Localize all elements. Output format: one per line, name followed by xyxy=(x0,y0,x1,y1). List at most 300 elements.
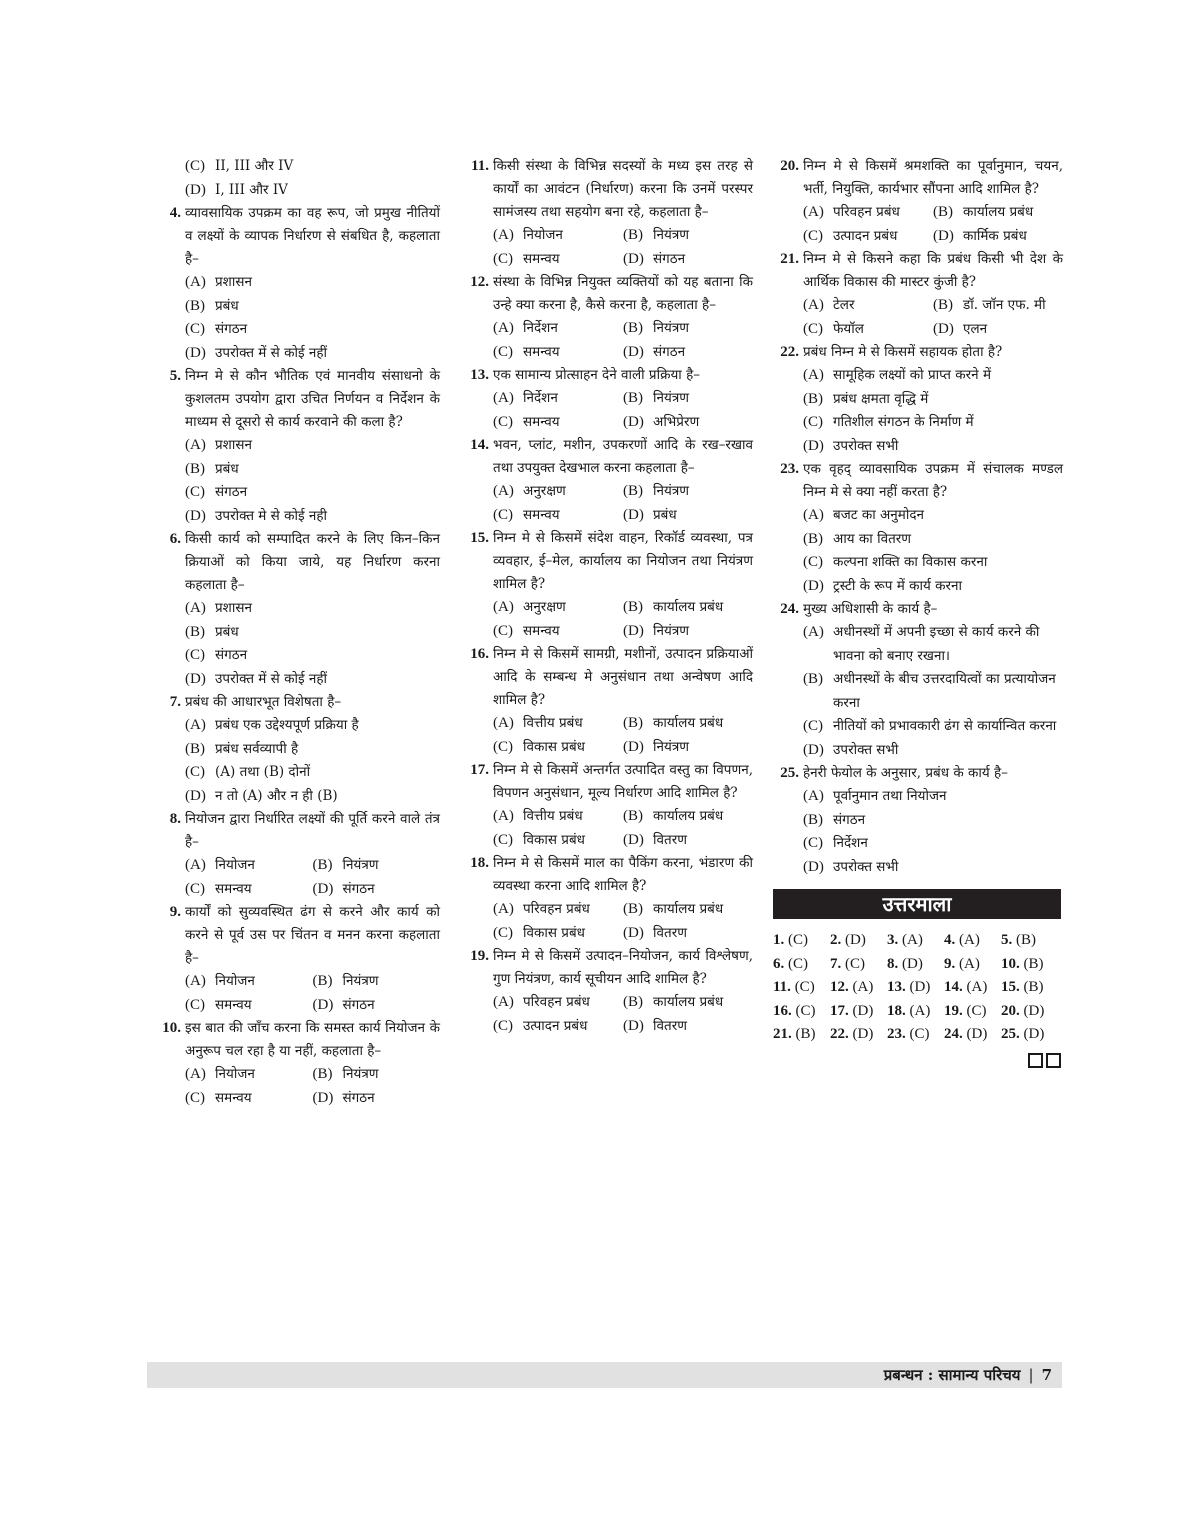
option-text: उपरोक्त मे से कोई नही xyxy=(215,507,328,524)
answer-number: 16. xyxy=(773,1002,792,1019)
option xyxy=(623,248,753,272)
option xyxy=(933,225,1063,249)
option-label: (A) xyxy=(185,973,206,989)
question-text: व्यावसायिक उपक्रम का वह रूप, जो प्रमुख नीतियों व लक्ष्यों के व्यापक निर्धारण से संबधित है, कहलाता है– xyxy=(185,205,440,267)
option-text: ट्रस्टी के रूप में कार्य करना xyxy=(833,577,962,594)
options-list xyxy=(155,970,440,1017)
option-label: (C) xyxy=(493,924,513,941)
options-row xyxy=(493,387,753,411)
options-list xyxy=(773,621,1063,762)
answer-option: (A) xyxy=(909,1002,931,1019)
answer-item xyxy=(1001,953,1058,977)
option xyxy=(493,411,623,435)
option-label: (A) xyxy=(493,715,514,731)
option xyxy=(493,1015,623,1039)
end-of-section-mark xyxy=(773,1053,1061,1072)
answer-option: (D) xyxy=(909,979,931,995)
answer-item xyxy=(773,976,830,1000)
option-label: (A) xyxy=(185,437,206,453)
option xyxy=(803,715,1063,739)
column-right xyxy=(773,155,1063,1072)
answer-number: 4. xyxy=(944,932,956,948)
option-text: वितरण xyxy=(653,831,687,848)
option xyxy=(803,575,1063,599)
answer-item xyxy=(773,1000,830,1024)
option xyxy=(313,854,441,878)
option-text: संगठन xyxy=(342,880,375,897)
answer-option: (D) xyxy=(852,1026,874,1042)
option-label: (B) xyxy=(623,390,643,406)
question-number: 16. xyxy=(470,646,489,662)
option-text: उपरोक्त में से कोई नहीं xyxy=(215,670,328,687)
question-block xyxy=(463,527,753,643)
question xyxy=(463,759,753,805)
options-row xyxy=(803,318,1063,342)
option-label: (A) xyxy=(493,808,514,824)
question xyxy=(463,643,753,712)
question xyxy=(155,901,440,970)
answer-number: 10. xyxy=(1001,955,1020,972)
question-text: निम्न मे से किसमें सामग्री, मशीनों, उत्पादन प्रक्रियाओं आदि के सम्बन्ध मे अनुसंधान तथा अन्वेषण आदि शामिल है? xyxy=(493,646,753,708)
option-label: (A) xyxy=(185,857,206,873)
option-text: कार्मिक प्रबंध xyxy=(963,227,1027,244)
option xyxy=(185,1063,313,1087)
option-label: (C) xyxy=(185,996,205,1013)
option xyxy=(623,224,753,248)
option-label: (C) xyxy=(803,835,823,851)
option xyxy=(623,922,753,946)
option-label: (B) xyxy=(312,857,333,873)
options-row xyxy=(493,596,753,620)
option xyxy=(803,201,933,225)
option xyxy=(623,341,753,365)
answer-number: 9. xyxy=(944,955,956,972)
answer-key-heading: उत्तरमाला xyxy=(773,889,1061,919)
option-label: (B) xyxy=(623,715,643,731)
option-label: (A) xyxy=(185,274,206,290)
options-row xyxy=(185,994,440,1018)
question-text: निम्न मे से किसने कहा कि प्रबंध किसी भी देश के आर्थिक विकास की मास्टर कुंजी है? xyxy=(803,251,1063,290)
question-number: 23. xyxy=(780,461,799,477)
option-label: (A) xyxy=(493,599,514,615)
answer-item xyxy=(830,953,887,977)
question-number: 6. xyxy=(169,531,181,547)
answer-option: (D) xyxy=(1023,1002,1045,1019)
answer-option: (A) xyxy=(959,955,980,972)
options-row xyxy=(185,854,440,878)
option-label: (D) xyxy=(623,738,644,755)
question-text: संस्था के विभिन्न नियुक्त व्यक्तियों को यह बताना कि उन्हे क्या करना है, कैसे करना है, कहलाता है– xyxy=(493,274,753,313)
option-text: परिवहन प्रबंध xyxy=(523,901,590,917)
question-block xyxy=(773,762,1063,879)
question xyxy=(773,598,1063,621)
answer-number: 12. xyxy=(830,979,849,995)
option-text: नियंत्रण xyxy=(653,483,690,499)
option xyxy=(185,271,440,295)
option xyxy=(623,736,753,760)
options-row xyxy=(803,294,1063,318)
question xyxy=(463,271,753,317)
option-label: (C) xyxy=(185,321,205,337)
option-text: एलन xyxy=(963,320,988,337)
answer-option: (A) xyxy=(966,979,988,995)
option-label: (C) xyxy=(185,484,205,500)
option-text: नियंत्रण xyxy=(342,973,379,989)
options-list xyxy=(773,294,1063,341)
options-row xyxy=(493,712,753,736)
option xyxy=(493,480,623,504)
question xyxy=(463,434,753,480)
answer-row xyxy=(773,953,1063,977)
option xyxy=(933,294,1063,318)
answer-number: 6. xyxy=(773,955,785,972)
option xyxy=(493,596,623,620)
option-text: संगठन xyxy=(342,1089,375,1106)
option-text: बजट का अनुमोदन xyxy=(833,507,925,523)
question-block xyxy=(155,528,440,691)
answer-number: 3. xyxy=(887,932,899,948)
option-text: संगठन xyxy=(215,647,248,663)
option-text: समन्वय xyxy=(523,250,560,267)
answer-option: (D) xyxy=(1023,1026,1045,1042)
option-text: कार्यालय प्रबंध xyxy=(653,715,724,731)
question-block xyxy=(155,365,440,528)
question xyxy=(463,852,753,898)
option xyxy=(313,1087,441,1111)
question-block xyxy=(463,759,753,852)
option xyxy=(313,878,441,902)
option-label: (D) xyxy=(933,320,954,337)
answer-item xyxy=(944,1023,1001,1047)
option xyxy=(623,1015,753,1039)
option-label: (D) xyxy=(185,344,206,361)
option-label: (D) xyxy=(803,437,824,454)
option-text: समन्वय xyxy=(215,996,252,1013)
options-row xyxy=(493,224,753,248)
answer-item xyxy=(1001,976,1058,1000)
question xyxy=(155,528,440,597)
question-text: निम्न मे से किसमें श्रमशक्ति का पूर्वानुमान, चयन, भर्ती, नियुक्ति, कार्यभार सौंपना आदि शामिल है? xyxy=(803,158,1063,197)
answer-number: 21. xyxy=(773,1026,792,1042)
option-text: प्रबंध एक उद्देश्यपूर्ण प्रक्रिया है xyxy=(215,717,359,733)
option xyxy=(493,387,623,411)
options-row xyxy=(493,411,753,435)
question-number: 13. xyxy=(470,367,489,383)
option-text: संगठन xyxy=(653,250,686,267)
option-label: (C) xyxy=(185,647,205,663)
question-text: किसी कार्य को सम्पादित करने के लिए किन–किन क्रियाओं को किया जाये, यह निर्धारण करना कहलाता है– xyxy=(185,531,440,593)
answer-item xyxy=(830,1000,887,1024)
options-list xyxy=(463,898,753,945)
footer-separator: | xyxy=(1028,1366,1034,1384)
option xyxy=(803,739,1063,763)
answer-option: (C) xyxy=(794,979,815,995)
answer-number: 23. xyxy=(887,1026,906,1042)
answer-item xyxy=(773,929,830,953)
question-number: 7. xyxy=(169,694,181,710)
question-number: 5. xyxy=(169,368,181,384)
answer-option: (A) xyxy=(902,932,923,948)
option xyxy=(493,248,623,272)
answer-number: 2. xyxy=(830,932,842,948)
option-label: (A) xyxy=(185,717,206,733)
answer-option: (C) xyxy=(909,1026,930,1042)
options-list xyxy=(155,714,440,808)
option-text: विकास प्रबंध xyxy=(523,924,585,941)
question xyxy=(463,155,753,224)
option-label: (D) xyxy=(803,577,824,594)
question-text: हेनरी फेयोल के अनुसार, प्रबंध के कार्य है– xyxy=(803,765,1008,781)
option xyxy=(623,805,753,829)
option-label: (C) xyxy=(493,622,513,639)
option xyxy=(623,387,753,411)
options-list xyxy=(155,434,440,528)
option-label: (A) xyxy=(185,1066,206,1082)
option xyxy=(623,504,753,528)
options-row xyxy=(185,1063,440,1087)
question-number: 19. xyxy=(470,948,489,964)
option-label: (A) xyxy=(803,204,824,220)
option xyxy=(185,481,440,505)
answer-number: 22. xyxy=(830,1026,849,1042)
option xyxy=(623,411,753,435)
answer-item xyxy=(944,1000,1001,1024)
option xyxy=(493,620,623,644)
options-row xyxy=(493,317,753,341)
option-label: (B) xyxy=(185,740,205,757)
option-text: समन्वय xyxy=(523,413,560,430)
column-left xyxy=(155,155,440,1110)
answer-number: 14. xyxy=(944,979,963,995)
options-list xyxy=(463,712,753,759)
options-list xyxy=(463,317,753,364)
option-text: विकास प्रबंध xyxy=(523,738,585,755)
option-label: (D) xyxy=(312,996,334,1013)
option xyxy=(313,970,441,994)
question-text: निम्न मे से कौन भौतिक एवं मानवीय संसाधनो के कुशलतम उपयोग द्वारा उचित निर्णयन व निर्देशन के माध्यम से दूसरो से कार्य करवाने की कला है? xyxy=(185,368,440,430)
option-text: परिवहन प्रबंध xyxy=(523,994,590,1010)
answer-number: 19. xyxy=(944,1002,963,1019)
option-text: समन्वय xyxy=(215,880,252,897)
option-label: (B) xyxy=(623,599,643,615)
option-label: (A) xyxy=(493,994,514,1010)
option xyxy=(803,388,1063,412)
option xyxy=(493,736,623,760)
option-text: नियोजन xyxy=(215,973,255,989)
answer-option: (C) xyxy=(966,1002,987,1019)
option-label: (C) xyxy=(185,880,205,897)
options-list xyxy=(155,854,440,901)
option xyxy=(493,712,623,736)
question xyxy=(463,527,753,596)
option-label: (C) xyxy=(803,718,823,734)
option xyxy=(185,644,440,668)
option xyxy=(803,294,933,318)
options-list xyxy=(155,271,440,365)
option-label: (B) xyxy=(312,973,333,989)
option xyxy=(803,364,1063,388)
option xyxy=(493,898,623,922)
option xyxy=(185,714,440,738)
options-list xyxy=(463,805,753,852)
question-number: 24. xyxy=(780,601,799,617)
option xyxy=(933,318,1063,342)
option-text: अधीनस्थों में अपनी इच्छा से कार्य करने की भावना को बनाए रखना। xyxy=(833,624,1040,664)
option-label: (B) xyxy=(312,1066,333,1082)
option-text: विकास प्रबंध xyxy=(523,831,585,848)
options-row xyxy=(493,991,753,1015)
option xyxy=(803,411,1063,435)
option-text: प्रबंध xyxy=(215,460,239,477)
option-text: फेयॉल xyxy=(833,320,864,337)
option-text: निर्देशन xyxy=(523,390,558,406)
option-text: सामूहिक लक्ष्यों को प्राप्त करने में xyxy=(833,367,992,383)
options-list xyxy=(773,364,1063,458)
options-list xyxy=(155,597,440,691)
option-label: (D) xyxy=(933,227,954,244)
option-label: (B) xyxy=(803,811,823,828)
option xyxy=(493,829,623,853)
question-number: 21. xyxy=(780,251,799,267)
option-label: (B) xyxy=(623,483,643,499)
question xyxy=(155,808,440,854)
option xyxy=(803,504,1063,528)
option-label: (B) xyxy=(185,297,205,314)
question-number: 9. xyxy=(169,904,181,920)
options-row xyxy=(803,201,1063,225)
question xyxy=(773,155,1063,201)
option-label: (D) xyxy=(803,741,824,758)
option-label: (C) xyxy=(803,554,823,570)
question-block xyxy=(463,945,753,1038)
answer-item xyxy=(773,953,830,977)
option-label: (D) xyxy=(312,880,334,897)
option-text: समन्वय xyxy=(523,506,560,523)
option-text: संगठन xyxy=(653,343,686,360)
answer-item xyxy=(944,929,1001,953)
question-text: निम्न मे से किसमें उत्पादन–नियोजन, कार्य विश्लेषण, गुण नियंत्रण, कार्य सूचीयन आदि शामिल है? xyxy=(493,948,753,987)
option-label: (D) xyxy=(623,413,644,430)
option-text: कल्पना शक्ति का विकास करना xyxy=(833,554,988,570)
option-label: (C) xyxy=(803,227,823,244)
answer-row xyxy=(773,1023,1063,1047)
question-number: 20. xyxy=(780,158,799,174)
option xyxy=(623,712,753,736)
question-block xyxy=(155,691,440,808)
answer-number: 15. xyxy=(1001,979,1020,995)
option-text: नियंत्रण xyxy=(653,227,690,243)
option xyxy=(623,620,753,644)
option-label: (C) xyxy=(493,831,513,848)
question-text: एक सामान्य प्रोत्साहन देने वाली प्रक्रिया है– xyxy=(493,367,701,383)
option xyxy=(803,832,1063,856)
question-block xyxy=(773,155,1063,248)
option-text: अधीनस्थों के बीच उत्तरदायित्वों का प्रत्यायोजन करना xyxy=(833,671,1056,711)
option-text: नियोजन xyxy=(215,1066,255,1082)
footer-text xyxy=(884,1362,1052,1388)
answer-number: 5. xyxy=(1001,932,1013,948)
option-text: कार्यालय प्रबंध xyxy=(653,901,724,917)
question xyxy=(773,762,1063,785)
option xyxy=(803,225,933,249)
option-label: (A) xyxy=(803,507,824,523)
option-text: नियोजन xyxy=(523,227,563,243)
option-label: (A) xyxy=(803,788,824,804)
option-text: उपरोक्त सभी xyxy=(833,437,899,454)
answer-number: 13. xyxy=(887,979,906,995)
option xyxy=(185,458,440,482)
option-text: प्रशासन xyxy=(215,600,252,616)
question-text: कार्यों को सुव्यवस्थित ढंग से करने और कार्य को करने से पूर्व उस पर चिंतन व मनन करना कहलाता है– xyxy=(185,904,440,966)
answer-item xyxy=(773,1023,830,1047)
answer-number: 1. xyxy=(773,932,785,948)
question-block xyxy=(155,808,440,901)
question xyxy=(773,458,1063,504)
option-label: (B) xyxy=(933,204,953,220)
option-label: (B) xyxy=(185,623,205,640)
answer-number: 20. xyxy=(1001,1002,1020,1019)
option-label: (A) xyxy=(185,600,206,616)
option-text: अभिप्रेरण xyxy=(653,413,700,430)
option xyxy=(493,224,623,248)
question-text: मुख्य अधिशासी के कार्य है– xyxy=(803,601,938,617)
question-number: 8. xyxy=(169,811,181,827)
option-text: उत्पादन प्रबंध xyxy=(833,227,898,244)
options-row xyxy=(493,1015,753,1039)
option xyxy=(493,805,623,829)
question-block xyxy=(773,458,1063,598)
option-label: (C) xyxy=(185,1089,205,1106)
answer-option: (C) xyxy=(788,932,808,948)
option-text: प्रशासन xyxy=(215,437,252,453)
option-label: (B) xyxy=(623,994,643,1010)
option-label: (B) xyxy=(803,671,823,687)
options-row xyxy=(493,480,753,504)
question-text: भवन, प्लांट, मशीन, उपकरणों आदि के रख–रखाव तथा उपयुक्त देखभाल करना कहलाता है– xyxy=(493,437,753,476)
option-label: (C) xyxy=(493,506,513,523)
option-text: नीतियों को प्रभावकारी ढंग से कार्यान्वित करना xyxy=(833,718,1057,734)
answer-item xyxy=(887,929,944,953)
option-label: (A) xyxy=(493,901,514,917)
option: (D) I, III और IV xyxy=(185,181,288,198)
option-text: (A) तथा (B) दोनों xyxy=(215,764,311,780)
question-block xyxy=(773,598,1063,762)
question-number: 17. xyxy=(470,762,489,778)
question-block xyxy=(773,341,1063,458)
option-label: (B) xyxy=(623,901,643,917)
option-text: समन्वय xyxy=(215,1089,252,1106)
square-icon xyxy=(1046,1053,1061,1068)
option-text: संगठन xyxy=(833,811,866,828)
answer-number: 7. xyxy=(830,955,842,972)
option-text: गतिशील संगठन के निर्माण में xyxy=(833,414,974,430)
option xyxy=(493,504,623,528)
option-text: समन्वय xyxy=(523,343,560,360)
option xyxy=(185,738,440,762)
answer-option: (D) xyxy=(852,1002,874,1019)
options-row xyxy=(803,225,1063,249)
option-text: उत्पादन प्रबंध xyxy=(523,1017,588,1034)
option xyxy=(185,785,440,809)
option-label: (B) xyxy=(623,320,643,336)
options-list xyxy=(773,504,1063,598)
option-text: प्रबंध सर्वव्यापी है xyxy=(215,740,299,757)
answer-option: (D) xyxy=(966,1026,988,1042)
option xyxy=(493,341,623,365)
option xyxy=(185,295,440,319)
question-text: इस बात की जाँच करना कि समस्त कार्य नियोजन के अनुरूप चल रहा है या नहीं, कहलाता है– xyxy=(185,1020,440,1059)
option-label: (C) xyxy=(493,413,513,430)
